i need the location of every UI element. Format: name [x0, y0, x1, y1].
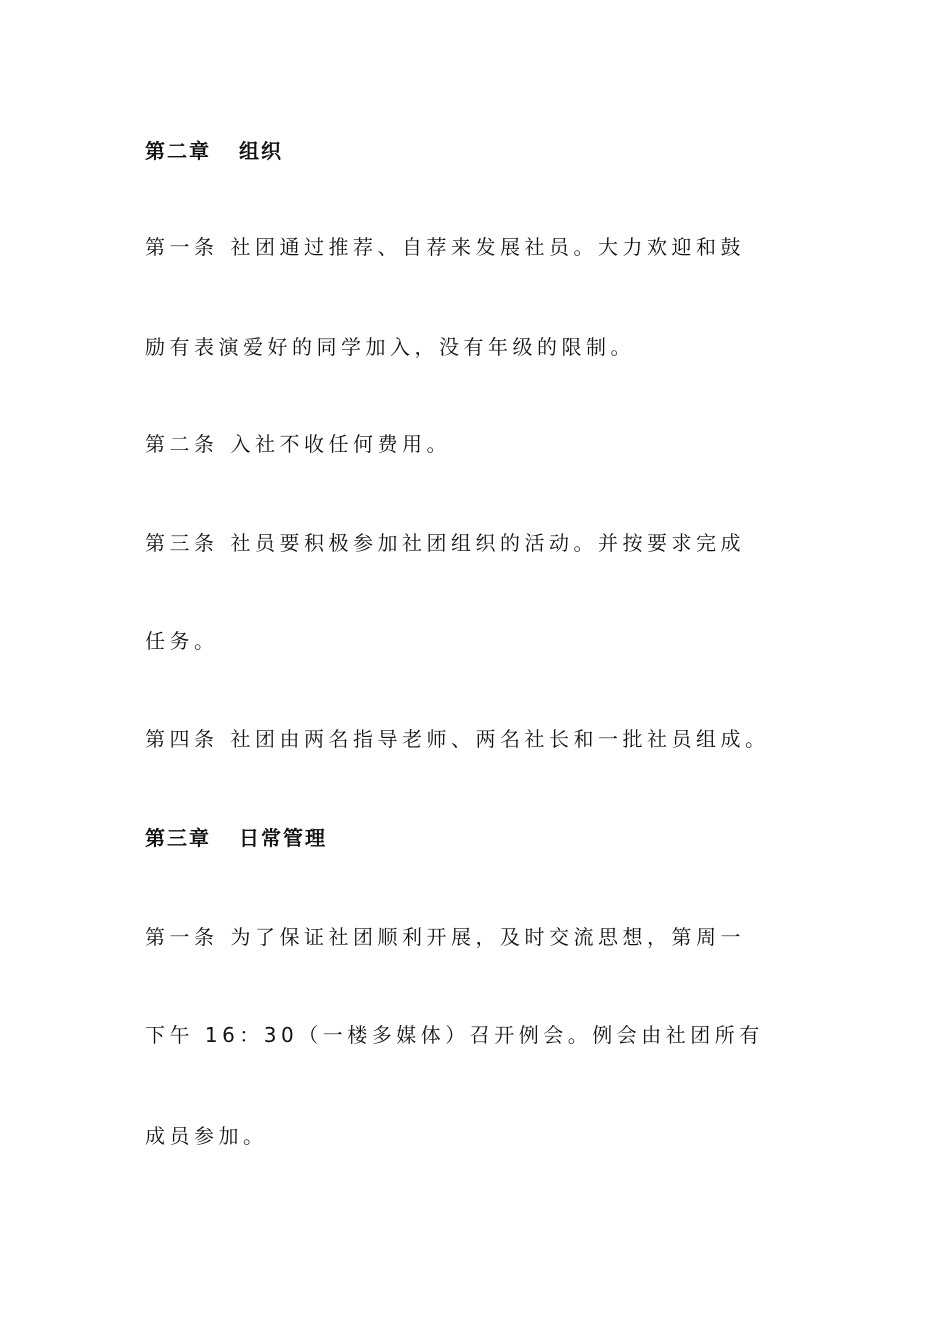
article-text: 入社不收任何费用。	[230, 432, 451, 456]
article-line	[145, 727, 770, 751]
article-text: 社员要积极参加社团组织的活动。并按要求完成	[230, 531, 745, 555]
article-text: 任务。	[145, 629, 219, 653]
chapter-number: 第三章	[145, 826, 211, 850]
article-label: 第二条	[145, 432, 219, 456]
chapter-heading	[145, 826, 327, 850]
article-label: 第四条	[145, 727, 219, 751]
article-line	[145, 1023, 764, 1047]
article-line	[145, 531, 745, 555]
article-text: 社团通过推荐、自荐来发展社员。大力欢迎和鼓	[230, 235, 745, 259]
article-text: 励有表演爱好的同学加入，没有年级的限制。	[145, 335, 635, 359]
chapter-heading	[145, 139, 283, 163]
chapter-title: 日常管理	[239, 826, 327, 850]
article-text: 为了保证社团顺利开展，及时交流思想，第周一	[230, 925, 745, 949]
article-label: 第三条	[145, 531, 219, 555]
chapter-number: 第二章	[145, 139, 211, 163]
chapter-title: 组织	[239, 139, 283, 163]
article-line	[145, 1124, 268, 1148]
article-label: 第一条	[145, 235, 219, 259]
article-text: 社团由两名指导老师、两名社长和一批社员组成。	[230, 727, 770, 751]
article-label: 第一条	[145, 925, 219, 949]
article-line	[145, 629, 219, 653]
article-text: 成员参加。	[145, 1124, 268, 1148]
article-line	[145, 432, 451, 456]
article-text: 下午 16：30（一楼多媒体）召开例会。例会由社团所有	[145, 1023, 764, 1047]
article-line	[145, 335, 635, 359]
article-line	[145, 235, 745, 259]
article-line	[145, 925, 745, 949]
